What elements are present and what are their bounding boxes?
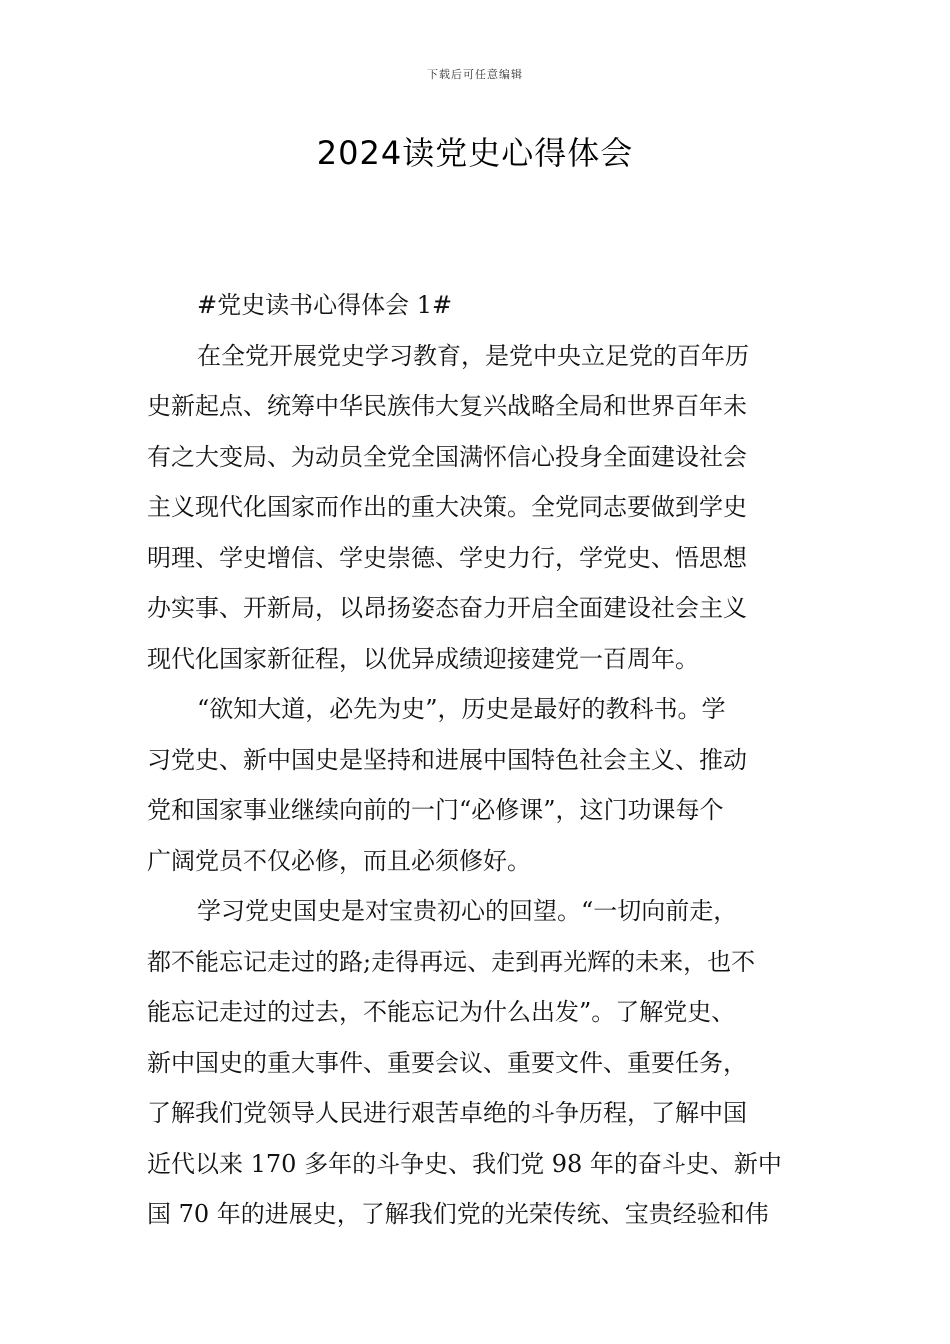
paragraph-line: 学习党史国史是对宝贵初心的回望。“一切向前走， (197, 897, 738, 925)
paragraph-line: 办实事、开新局，以昂扬姿态奋力开启全面建设社会主义 (147, 594, 747, 622)
paragraph-line: 现代化国家新征程，以优异成绩迎接建党一百周年。 (147, 644, 699, 673)
paragraph-line: 习党史、新中国史是坚持和进展中国特色社会主义、推动 (147, 745, 747, 774)
paragraph-line: 都不能忘记走过的路;走得再远、走到再光辉的未来，也不 (147, 947, 756, 976)
paragraph-line: 近代以来 170 多年的斗争史、我们党 98 年的奋斗史、新中 (147, 1149, 782, 1178)
section-heading: #党史读书心得体会 1# (197, 291, 453, 319)
paragraph-line: “欲知大道，必先为史”，历史是最好的教科书。学 (197, 695, 726, 723)
paragraph-line: 广阔党员不仅必修，而且必须修好。 (147, 846, 531, 875)
paragraph-line: 党和国家事业继续向前的一门“必修课”，这门功课每个 (147, 796, 724, 824)
document-body (147, 280, 807, 1240)
paragraph-line: 国 70 年的进展史，了解我们党的光荣传统、宝贵经验和伟 (147, 1200, 769, 1228)
header-note: 下载后可任意编辑 (427, 68, 523, 81)
document-title: 2024读党史心得体会 (316, 134, 634, 172)
paragraph-line: 史新起点、统筹中华民族伟大复兴战略全局和世界百年未 (147, 392, 747, 420)
paragraph-line: 能忘记走过的过去，不能忘记为什么出发”。了解党史、 (147, 998, 736, 1026)
paragraph-line: 新中国史的重大事件、重要会议、重要文件、重要任务， (147, 1048, 747, 1077)
paragraph-line: 明理、学史增信、学史崇德、学史力行，学党史、悟思想 (147, 543, 747, 572)
paragraph-line: 主义现代化国家而作出的重大决策。全党同志要做到学史 (147, 493, 747, 521)
paragraph-line: 有之大变局、为动员全党全国满怀信心投身全面建设社会 (147, 442, 747, 471)
paragraph-line: 在全党开展党史学习教育，是党中央立足党的百年历 (197, 341, 749, 370)
paragraph-line: 了解我们党领导人民进行艰苦卓绝的斗争历程，了解中国 (147, 1099, 747, 1127)
